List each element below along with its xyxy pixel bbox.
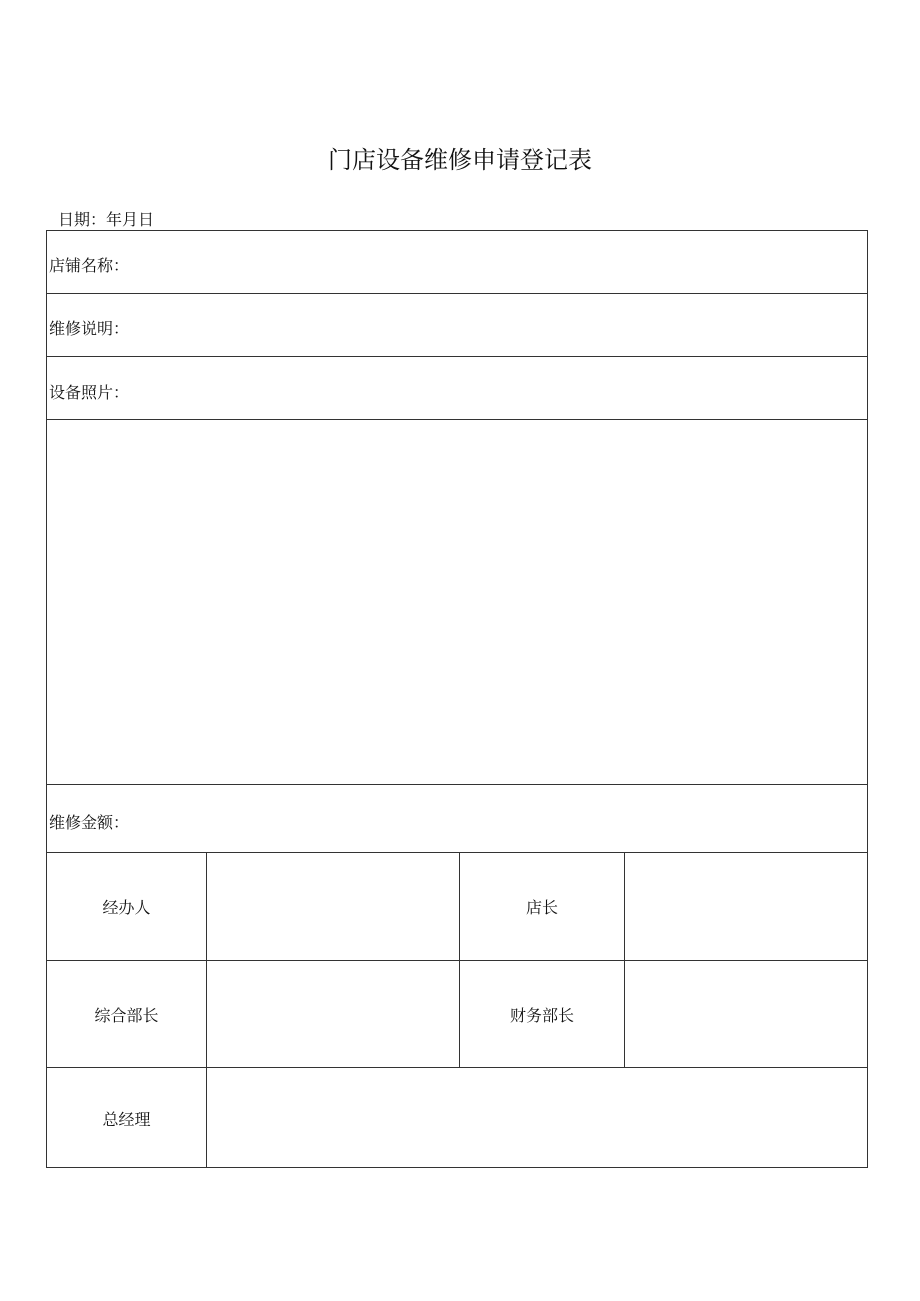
repair-amount-row <box>47 785 867 853</box>
repair-amount-label: 维修金额： <box>49 813 130 832</box>
store-name-row <box>47 231 867 294</box>
equipment-photo-area <box>47 420 867 785</box>
general-manager-signature-cell <box>207 1068 867 1168</box>
repair-description-row <box>47 294 867 357</box>
repair-form-table <box>46 230 868 1168</box>
handler-label: 经办人 <box>102 898 151 917</box>
general-dept-head-label: 综合部长 <box>94 1005 159 1025</box>
equipment-photo-label: 设备照片： <box>49 383 130 402</box>
store-name-label: 店铺名称： <box>49 256 130 275</box>
general-manager-label: 总经理 <box>102 1109 151 1129</box>
finance-dept-head-label: 财务部长 <box>509 1005 574 1025</box>
general-dept-head-signature-cell <box>207 961 459 1067</box>
store-manager-signature-cell <box>625 853 867 960</box>
repair-description-label: 维修说明： <box>49 319 130 338</box>
equipment-photo-row <box>47 357 867 420</box>
date-line: 日期：年月日 <box>58 210 155 229</box>
finance-dept-head-signature-cell <box>625 961 867 1067</box>
handler-signature-cell <box>207 853 459 960</box>
store-manager-label: 店长 <box>525 898 558 917</box>
signature-grid <box>47 853 867 1168</box>
page-title: 门店设备维修申请登记表 <box>328 146 592 174</box>
